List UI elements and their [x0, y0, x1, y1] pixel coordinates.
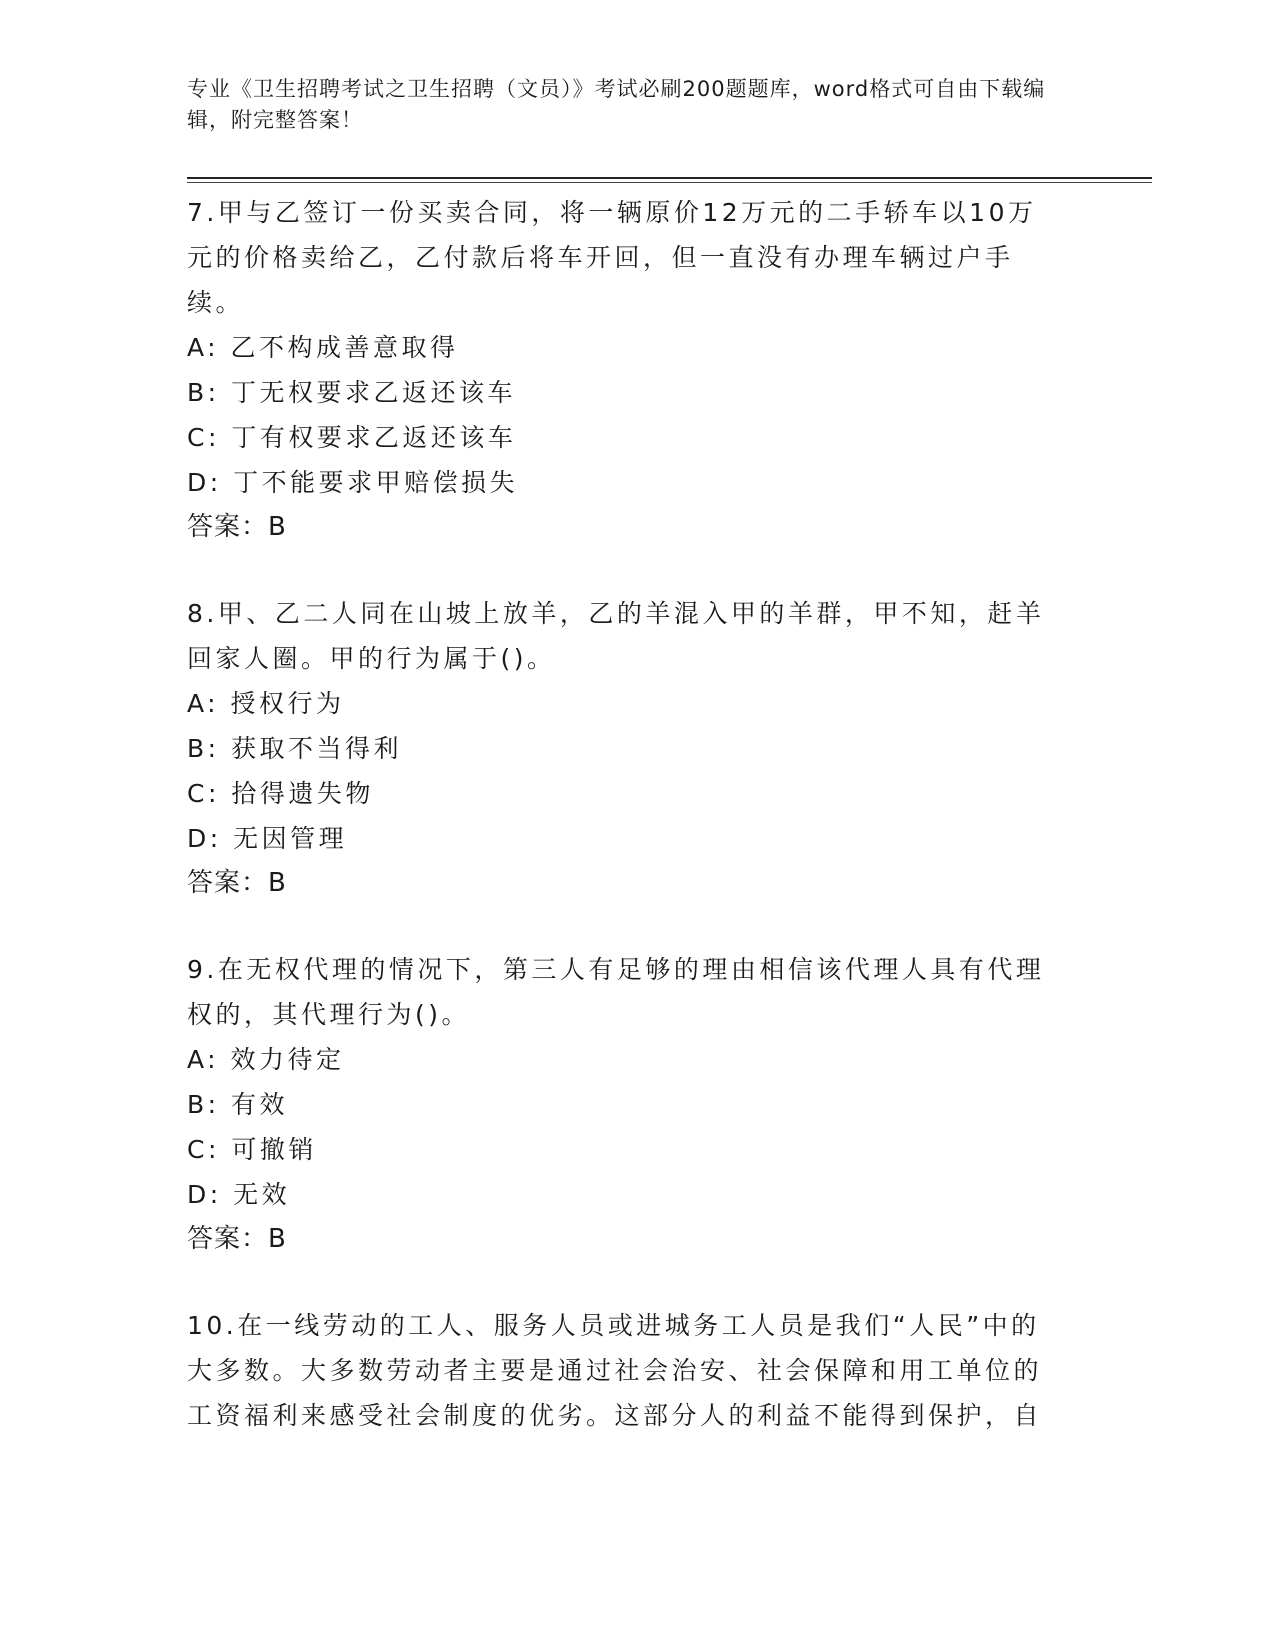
- question-7: [187, 190, 1087, 550]
- option-b: B: 有效: [187, 1090, 289, 1119]
- question-stem: 7.甲与乙签订一份买卖合同，将一辆原价12万元的二手轿车以10万元的价格卖给乙，乙付款后将车开回，但一直没有办理车辆过户手续。: [187, 198, 1037, 317]
- question-stem: 10.在一线劳动的工人、服务人员或进城务工人员是我们“人民”中的大多数。大多数劳动者主要是通过社会治安、社会保障和用工单位的工资福利来感受社会制度的优劣。这部分人的利益不能得到保护，自: [187, 1311, 1043, 1430]
- question-list: [187, 190, 1087, 1479]
- question-stem: 9.在无权代理的情况下，第三人有足够的理由相信该代理人具有代理权的，其代理行为()。: [187, 955, 1045, 1029]
- question-8: [187, 591, 1087, 906]
- option-b: B: 丁无权要求乙返还该车: [187, 378, 517, 407]
- question-10: [187, 1303, 1087, 1438]
- option-c: C: 丁有权要求乙返还该车: [187, 423, 517, 452]
- answer-label: 答案：B: [187, 512, 287, 542]
- question-9: [187, 947, 1087, 1262]
- option-c: C: 可撤销: [187, 1135, 317, 1164]
- option-d: D: 丁不能要求甲赔偿损失: [187, 468, 519, 497]
- header-divider: [187, 177, 1152, 179]
- option-a: A: 效力待定: [187, 1045, 345, 1074]
- option-a: A: 乙不构成善意取得: [187, 333, 459, 362]
- question-stem: 8.甲、乙二人同在山坡上放羊，乙的羊混入甲的羊群，甲不知，赶羊回家人圈。甲的行为属于()。: [187, 599, 1045, 673]
- option-d: D: 无效: [187, 1180, 291, 1209]
- option-b: B: 获取不当得利: [187, 734, 403, 763]
- option-d: D: 无因管理: [187, 824, 348, 853]
- header-divider-thin: [187, 182, 1152, 183]
- answer-label: 答案：B: [187, 1224, 287, 1254]
- answer-label: 答案：B: [187, 868, 287, 898]
- option-a: A: 授权行为: [187, 689, 345, 718]
- document-header: 专业《卫生招聘考试之卫生招聘（文员）》考试必刷200题题库，word格式可自由下载编辑，附完整答案！: [187, 77, 1046, 132]
- option-c: C: 拾得遗失物: [187, 779, 374, 808]
